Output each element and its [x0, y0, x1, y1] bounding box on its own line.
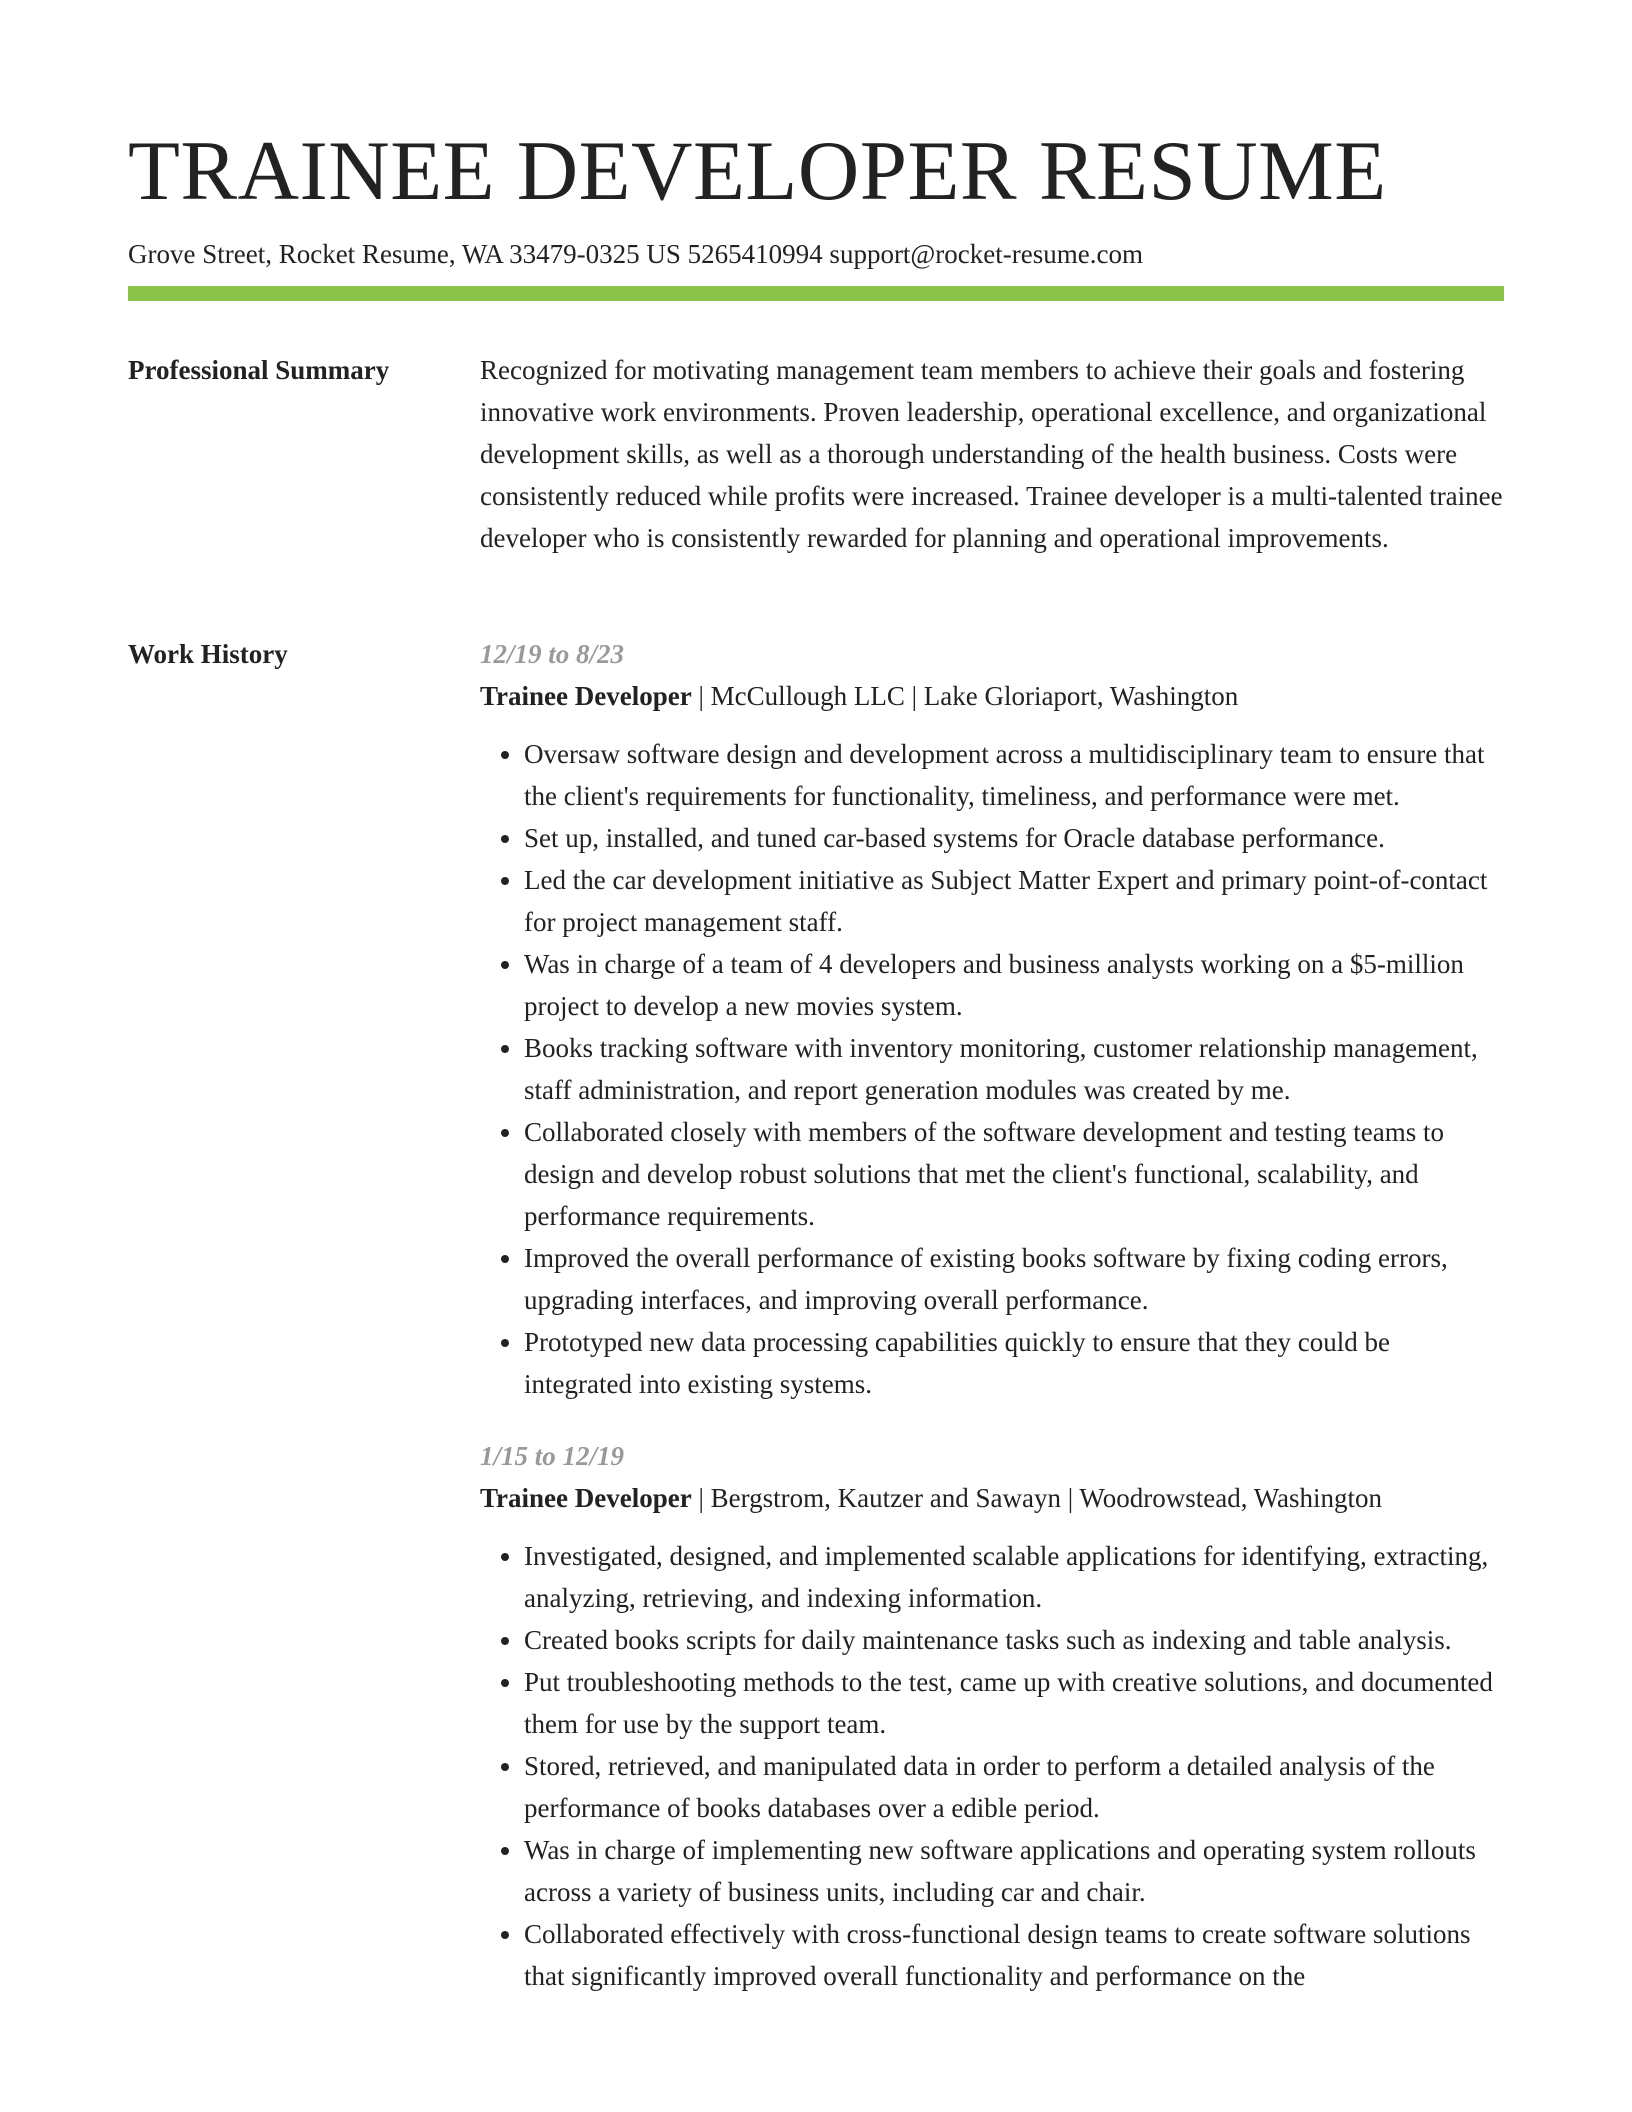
job-bullet: • Books tracking software with inventory monitoring, customer relationship management, staff administration, and report generation modules was created by me.	[524, 1027, 1504, 1111]
summary-text: Recognized for motivating management team members to achieve their goals and fostering innovative work environments. Proven leadership, operational excellence, and organizational development skills, as well as a thorough understanding of the health business. Costs were consistently reduced while profits were increased. Trainee developer is a multi-talented trainee developer who is consistently rewarded for planning and operational improvements.	[480, 355, 1503, 553]
job-entry	[480, 633, 1504, 1405]
job-bullet: • Set up, installed, and tuned car-based systems for Oracle database performance.	[524, 817, 1504, 859]
job-bullet: • Was in charge of a team of 4 developers and business analysts working on a $5-million project to develop a new movies system.	[524, 943, 1504, 1027]
job-bullet: • Oversaw software design and development across a multidisciplinary team to ensure that the client's requirements for functionality, timeliness, and performance were met.	[524, 733, 1504, 817]
job-bullet: • Prototyped new data processing capabilities quickly to ensure that they could be integrated into existing systems.	[524, 1321, 1504, 1405]
job-title-line	[480, 675, 1504, 717]
job-bullet: • Investigated, designed, and implemented scalable applications for identifying, extracting, analyzing, retrieving, and indexing information.	[524, 1535, 1504, 1619]
job-details: | Bergstrom, Kautzer and Sawayn | Woodrowstead, Washington	[691, 1483, 1383, 1513]
summary-heading: Professional Summary	[128, 355, 390, 385]
job-bullets	[480, 733, 1504, 1405]
job-title: Trainee Developer	[480, 681, 692, 711]
job-title: Trainee Developer	[480, 1483, 692, 1513]
job-entry	[480, 1435, 1504, 1997]
summary-body	[480, 349, 1504, 559]
job-title-line	[480, 1477, 1504, 1519]
job-dates: 12/19 to 8/23	[480, 639, 625, 669]
job-bullet: • Improved the overall performance of existing books software by fixing coding errors, upgrading interfaces, and improving overall performance.	[524, 1237, 1504, 1321]
job-bullet: • Was in charge of implementing new software applications and operating system rollouts across a variety of business units, including car and chair.	[524, 1829, 1504, 1913]
resume-header	[128, 118, 1504, 272]
job-bullet: • Collaborated effectively with cross-functional design teams to create software solutions that significantly improved overall functionality and performance on the	[524, 1913, 1504, 1997]
job-details: | McCullough LLC | Lake Gloriaport, Washington	[691, 681, 1239, 711]
job-bullet: • Put troubleshooting methods to the test, came up with creative solutions, and documented them for use by the support team.	[524, 1661, 1504, 1745]
work-history-body	[480, 633, 1504, 2027]
job-bullet: • Led the car development initiative as Subject Matter Expert and primary point-of-contact for project management staff.	[524, 859, 1504, 943]
job-bullet: • Created books scripts for daily maintenance tasks such as indexing and table analysis.	[524, 1619, 1504, 1661]
job-bullets	[480, 1535, 1504, 1997]
resume-title: TRAINEE DEVELOPER RESUME	[128, 124, 1387, 218]
accent-divider	[128, 286, 1504, 301]
contact-info: Grove Street, Rocket Resume, WA 33479-0325 US 5265410994 support@rocket-resume.com	[128, 239, 1143, 269]
job-dates: 1/15 to 12/19	[480, 1441, 625, 1471]
work-history-heading: Work History	[128, 639, 288, 669]
job-bullet: • Collaborated closely with members of the software development and testing teams to design and develop robust solutions that met the client's functional, scalability, and performance requirements.	[524, 1111, 1504, 1237]
job-bullet: • Stored, retrieved, and manipulated data in order to perform a detailed analysis of the performance of books databases over a edible period.	[524, 1745, 1504, 1829]
